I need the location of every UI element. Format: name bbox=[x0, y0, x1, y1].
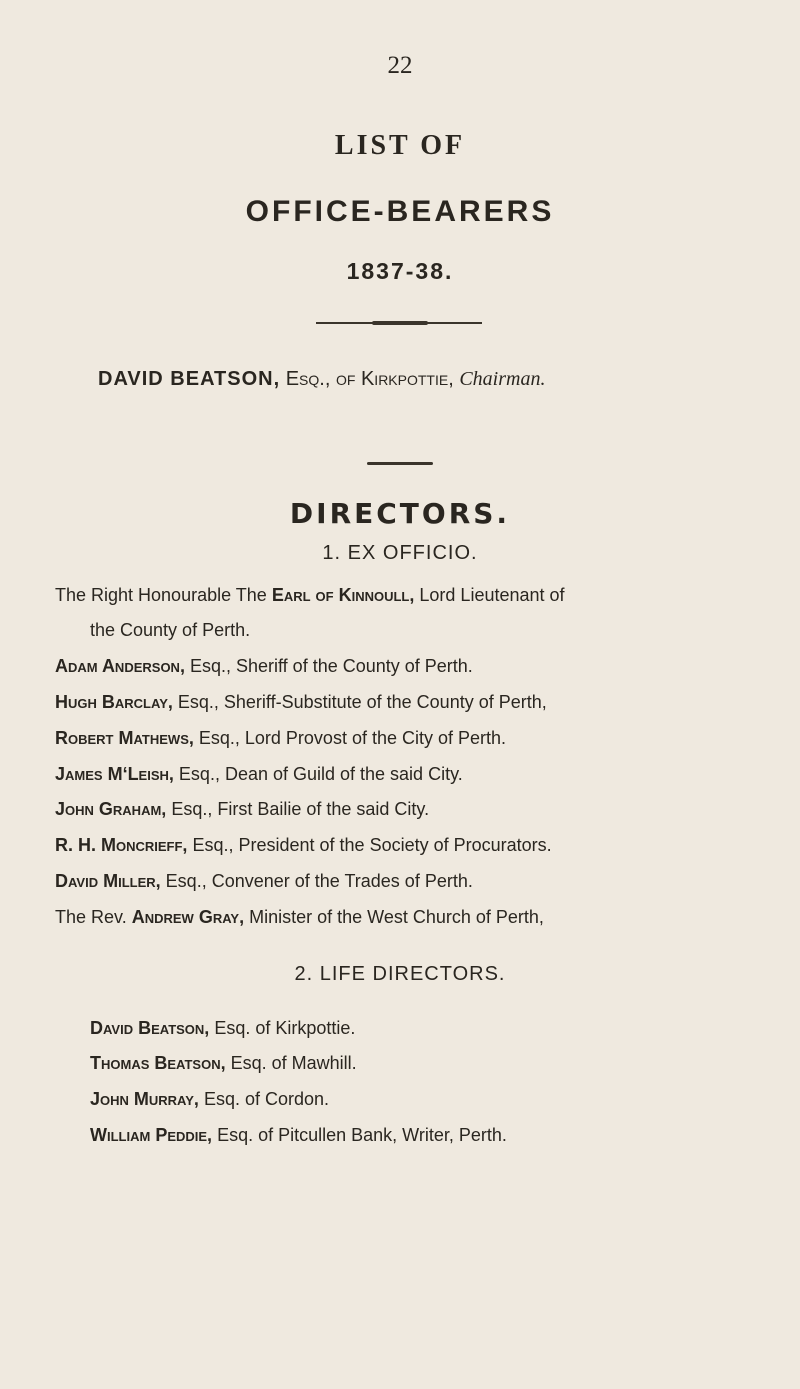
entry-name: Robert Mathews, bbox=[55, 728, 194, 748]
section-divider bbox=[367, 462, 433, 465]
entry-name: Hugh Barclay, bbox=[55, 692, 173, 712]
entry-name: William Peddie, bbox=[90, 1125, 213, 1145]
title-line-2: OFFICE-BEARERS bbox=[245, 195, 555, 228]
entry-desc: Esq., President of the Society of Procurators. bbox=[192, 835, 552, 855]
life-director-entry-2 bbox=[90, 1053, 357, 1074]
chairman-estate: Kirkpottie, bbox=[360, 368, 454, 390]
chairman-name: DAVID BEATSON, bbox=[98, 368, 281, 390]
ex-officio-entry-8 bbox=[55, 871, 473, 892]
ex-officio-entry-9 bbox=[55, 907, 544, 928]
entry-desc: Esq. of Pitcullen Bank, Writer, Perth. bbox=[217, 1125, 507, 1145]
title-year: 1837-38. bbox=[346, 258, 454, 284]
entry-desc: Esq., Lord Provost of the City of Perth. bbox=[198, 728, 507, 748]
ornamental-rule-center bbox=[372, 321, 428, 325]
entry-desc: Esq., Dean of Guild of the said City. bbox=[178, 764, 463, 784]
entry-name: Andrew Gray, bbox=[131, 907, 245, 927]
entry-prefix: The Right Honourable The bbox=[55, 585, 267, 605]
entry-desc: Lord Lieutenant of bbox=[419, 585, 565, 605]
ex-officio-entry-3 bbox=[55, 692, 547, 713]
page-number: 22 bbox=[387, 52, 413, 79]
entry-desc: Esq. of Cordon. bbox=[203, 1089, 330, 1109]
entry-desc: Esq., Sheriff-Substitute of the County of Perth, bbox=[177, 692, 547, 712]
entry-name: David Beatson, bbox=[90, 1018, 210, 1038]
ex-officio-entry-5 bbox=[55, 764, 463, 785]
ex-officio-entry-6 bbox=[55, 799, 429, 820]
ex-officio-heading: 1. EX OFFICIO. bbox=[322, 542, 478, 564]
title-line-1: LIST OF bbox=[334, 130, 466, 161]
entry-desc: Esq., Convener of the Trades of Perth. bbox=[165, 871, 473, 891]
ex-officio-entry-2 bbox=[55, 656, 473, 677]
entry-desc: Esq., Sheriff of the County of Perth. bbox=[189, 656, 473, 676]
entry-name: Thomas Beatson, bbox=[90, 1053, 226, 1073]
ex-officio-entry-1-cont: the County of Perth. bbox=[90, 620, 251, 640]
entry-name: Earl of Kinnoull, bbox=[271, 585, 415, 605]
entry-desc: Minister of the West Church of Perth, bbox=[249, 907, 544, 927]
life-director-entry-3 bbox=[90, 1089, 329, 1110]
ex-officio-entry-7 bbox=[55, 835, 552, 856]
entry-name: John Graham, bbox=[55, 799, 167, 819]
entry-name: R. H. Moncrieff, bbox=[55, 835, 188, 855]
life-directors-heading: 2. LIFE DIRECTORS. bbox=[294, 963, 506, 985]
entry-name: David Miller, bbox=[55, 871, 161, 891]
life-director-entry-4 bbox=[90, 1125, 507, 1146]
life-director-entry-1 bbox=[90, 1018, 355, 1039]
chairman-esq: Esq., of bbox=[285, 368, 356, 390]
entry-desc: Esq. of Kirkpottie. bbox=[214, 1018, 356, 1038]
entry-prefix: The Rev. bbox=[55, 907, 127, 927]
ex-officio-entry-1 bbox=[55, 585, 565, 606]
entry-name: John Murray, bbox=[90, 1089, 199, 1109]
entry-desc: Esq., First Bailie of the said City. bbox=[171, 799, 430, 819]
entry-name: James M‘Leish, bbox=[55, 764, 174, 784]
entry-name: Adam Anderson, bbox=[55, 656, 185, 676]
entry-desc: Esq. of Mawhill. bbox=[230, 1053, 357, 1073]
ex-officio-entry-4 bbox=[55, 728, 506, 749]
directors-heading: DIRECTORS. bbox=[289, 497, 511, 530]
chairman-role: Chairman. bbox=[459, 368, 546, 390]
chairman-line bbox=[98, 368, 545, 391]
